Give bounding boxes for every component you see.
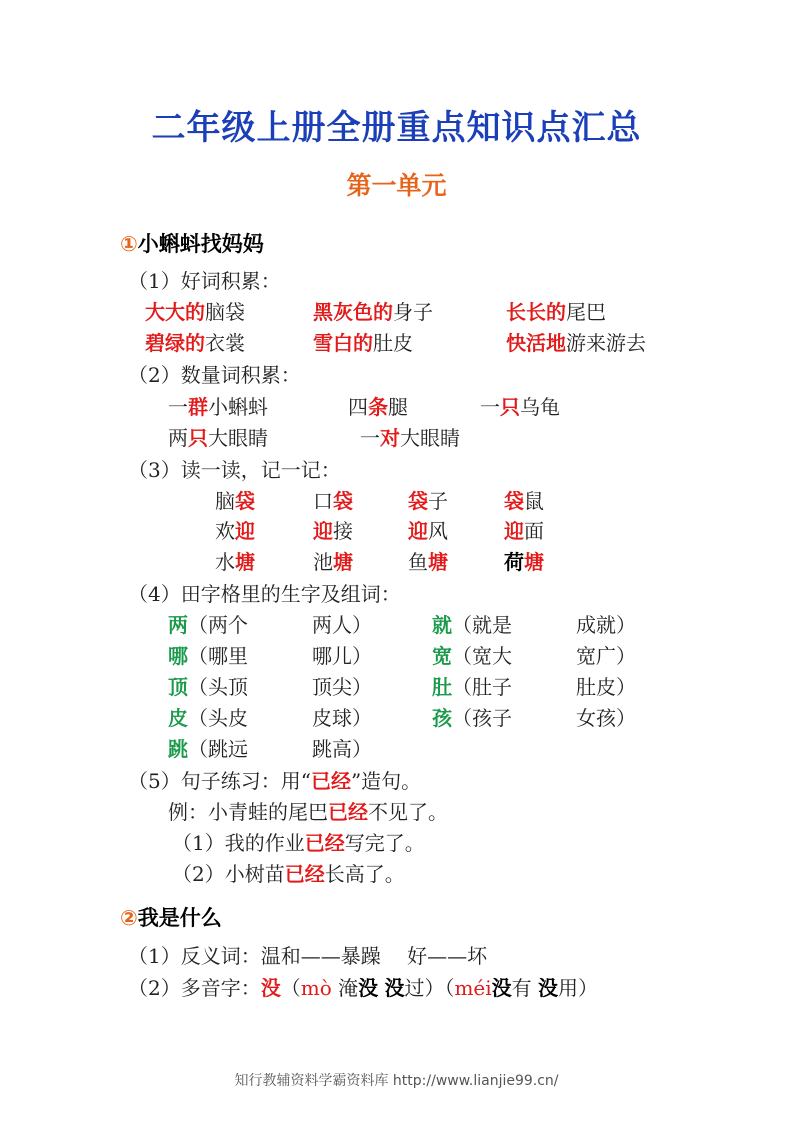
character-entry: 肚（肚子 [432, 675, 512, 699]
phrase-item: 大大的脑袋 [145, 300, 245, 324]
character-entry: 跳高） [312, 737, 372, 761]
character-entry: 女孩） [576, 706, 636, 730]
word-item: 袋鼠 [504, 489, 544, 513]
section-heading-read-remember: （3）读一读，记一记： [128, 458, 341, 482]
lesson-heading-2 [120, 902, 222, 932]
document-title: 二年级上册全册重点知识点汇总 [151, 108, 642, 148]
character-entry: 肚皮） [576, 675, 636, 699]
footer-watermark: 知行教辅资料学霸资料库 http://www.lianjie99.cn/ [234, 1073, 559, 1089]
word-item: 鱼塘 [408, 550, 448, 574]
word-item: 迎风 [408, 519, 448, 543]
example-sentence: 例：小青蛙的尾巴已经不见了。 [168, 800, 448, 824]
polyphone-line: （2）多音字：没（mò 淹没 没过）（méi没有 没用） [128, 976, 599, 1000]
lesson-name: 小蝌蚪找妈妈 [137, 232, 264, 256]
measure-word-item: 两只大眼睛 [168, 426, 268, 450]
character-entry: 哪（哪里 [168, 644, 248, 668]
word-item: 袋子 [408, 489, 448, 513]
practice-sentence: （2）小树苗已经长高了。 [172, 862, 405, 886]
unit-heading: 第一单元 [346, 171, 447, 200]
word-item: 口袋 [313, 489, 353, 513]
character-entry: 两（两个 [168, 613, 248, 637]
phrase-item: 黑灰色的身子 [313, 300, 433, 324]
section-heading-sentence-practice: （5）句子练习：用“已经”造句。 [128, 769, 422, 793]
phrase-item: 雪白的肚皮 [313, 331, 413, 355]
phrase-item: 长长的尾巴 [506, 300, 606, 324]
section-heading-good-words: （1）好词积累： [128, 269, 281, 293]
character-entry: 两人） [312, 613, 372, 637]
practice-sentence: （1）我的作业已经写完了。 [172, 831, 425, 855]
character-entry: 皮球） [312, 706, 372, 730]
measure-word-item: 四条腿 [348, 395, 408, 419]
character-entry: 顶（头顶 [168, 675, 248, 699]
word-item: 迎面 [504, 519, 544, 543]
word-item: 水塘 [215, 550, 255, 574]
lesson-number: ② [120, 906, 138, 930]
character-entry: 就（就是 [432, 613, 512, 637]
section-heading-new-characters: （4）田字格里的生字及组词： [128, 582, 401, 606]
phrase-item: 快活地游来游去 [506, 331, 646, 355]
word-item: 欢迎 [215, 519, 255, 543]
character-entry: 皮（头皮 [168, 706, 248, 730]
character-entry: 成就） [576, 613, 636, 637]
character-entry: 哪儿） [312, 644, 372, 668]
character-entry: 孩（孩子 [432, 706, 512, 730]
lesson-name: 我是什么 [137, 906, 222, 930]
word-item: 池塘 [313, 550, 353, 574]
measure-word-item: 一只乌龟 [480, 395, 560, 419]
character-entry: 宽广） [576, 644, 636, 668]
character-entry: 跳（跳远 [168, 737, 248, 761]
section-heading-measure-words: （2）数量词积累： [128, 363, 301, 387]
word-item: 迎接 [313, 519, 353, 543]
lesson-heading-1 [120, 228, 264, 258]
character-entry: 宽（宽大 [432, 644, 512, 668]
antonym-line: （1）反义词：温和——暴躁 好——坏 [128, 944, 488, 968]
word-item: 荷塘 [504, 550, 544, 574]
word-item: 脑袋 [215, 489, 255, 513]
character-entry: 顶尖） [312, 675, 372, 699]
lesson-number: ① [120, 232, 138, 256]
measure-word-item: 一群小蝌蚪 [168, 395, 268, 419]
measure-word-item: 一对大眼睛 [360, 426, 460, 450]
phrase-item: 碧绿的衣裳 [145, 331, 245, 355]
